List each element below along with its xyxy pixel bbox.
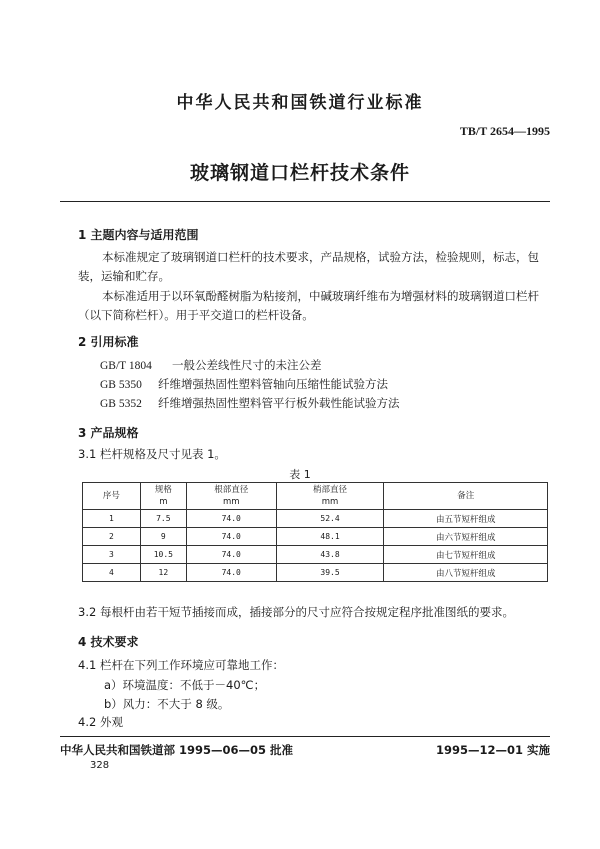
effective-date: 1995—12—01 实施 — [435, 743, 550, 757]
list-item-a: a）环境温度：不低于－40℃； — [104, 678, 266, 692]
cell-root: 74.0 — [186, 546, 276, 564]
header-spec: 规格 m — [140, 483, 186, 510]
reference-code: GB 5352 — [100, 398, 142, 410]
reference-item — [100, 395, 400, 411]
clause-4-2: 4.2 外观 — [78, 715, 123, 729]
reference-code: GB/T 1804 — [100, 360, 152, 372]
cell-root: 74.0 — [186, 564, 276, 582]
cell-note: 由七节短杆组成 — [384, 546, 548, 564]
table-row — [83, 528, 548, 546]
cell-note: 由八节短杆组成 — [384, 564, 548, 582]
reference-code: GB 5350 — [100, 379, 142, 391]
spec-table — [82, 482, 548, 582]
header-no: 序号 — [83, 483, 141, 510]
cell-tip: 39.5 — [276, 564, 384, 582]
cell-note: 由六节短杆组成 — [384, 528, 548, 546]
table-header-row — [83, 483, 548, 510]
clause-3-2: 3.2 每根杆由若干短节插接而成，插接部分的尺寸应符合按规定程序批准图纸的要求。 — [78, 605, 514, 619]
cell-note: 由五节短杆组成 — [384, 510, 548, 528]
section-2-heading: 2 引用标准 — [78, 335, 139, 349]
section-3-heading: 3 产品规格 — [78, 426, 139, 440]
reference-title: 一般公差线性尺寸的未注公差 — [172, 358, 322, 372]
cell-root: 74.0 — [186, 528, 276, 546]
cell-no: 3 — [83, 546, 141, 564]
page-number: 328 — [90, 760, 110, 771]
cell-tip: 43.8 — [276, 546, 384, 564]
standard-number: TB/T 2654—1995 — [459, 124, 550, 138]
document-title: 玻璃钢道口栏杆技术条件 — [189, 162, 410, 184]
cell-tip: 52.4 — [276, 510, 384, 528]
reference-title: 纤维增强热固性塑料管平行板外载性能试验方法 — [158, 396, 400, 410]
cell-no: 1 — [83, 510, 141, 528]
table-row — [83, 546, 548, 564]
table-row — [83, 510, 548, 528]
reference-item — [100, 357, 322, 373]
cell-spec: 12 — [140, 564, 186, 582]
cell-spec: 10.5 — [140, 546, 186, 564]
section-4-heading: 4 技术要求 — [78, 635, 139, 649]
section-1-paragraph-2: 本标准适用于以环氧酚醛树脂为粘接剂，中碱玻璃纤维布为增强材料的玻璃钢道口栏杆（以下简称栏杆）。用于平交道口的栏杆设备。 — [78, 289, 539, 322]
section-1-heading: 1 主题内容与适用范围 — [78, 228, 199, 242]
clause-4-1: 4.1 栏杆在下列工作环境应可靠地工作： — [78, 658, 284, 672]
clause-3-1: 3.1 栏杆规格及尺寸见表 1。 — [78, 447, 226, 461]
cell-spec: 7.5 — [140, 510, 186, 528]
approval-line: 中华人民共和国铁道部 1995—06—05 批准 — [60, 743, 294, 757]
reference-item — [100, 376, 388, 392]
header-root-diameter: 根部直径 mm — [186, 483, 276, 510]
cell-root: 74.0 — [186, 510, 276, 528]
cell-no: 4 — [83, 564, 141, 582]
table-row — [83, 564, 548, 582]
bottom-divider — [60, 736, 550, 737]
cell-no: 2 — [83, 528, 141, 546]
top-divider — [60, 201, 550, 202]
cell-tip: 48.1 — [276, 528, 384, 546]
issuing-standard-header: 中华人民共和国铁道行业标准 — [176, 93, 424, 113]
table-caption: 表 1 — [289, 468, 311, 481]
header-tip-diameter: 梢部直径 mm — [276, 483, 384, 510]
list-item-b: b）风力：不大于 8 级。 — [104, 697, 230, 711]
section-1-paragraph-1: 本标准规定了玻璃钢道口栏杆的技术要求，产品规格，试验方法，检验规则，标志，包装，运输和贮存。 — [78, 250, 539, 283]
cell-spec: 9 — [140, 528, 186, 546]
reference-title: 纤维增强热固性塑料管轴向压缩性能试验方法 — [158, 377, 388, 391]
header-remarks: 备注 — [384, 483, 548, 510]
